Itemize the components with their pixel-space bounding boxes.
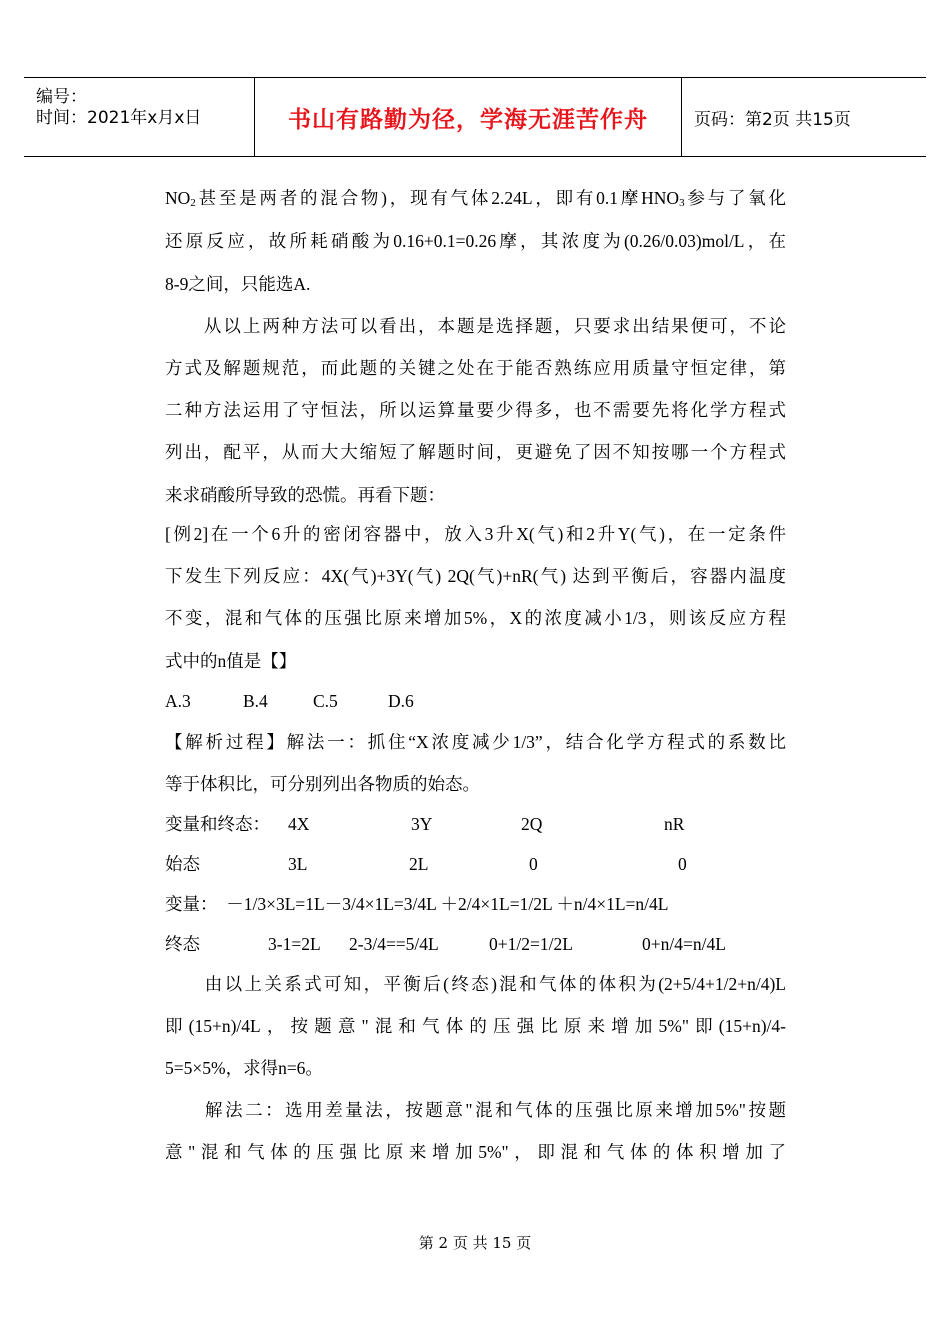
initial-q: 0 — [529, 854, 538, 874]
header-motto: 书山有路勤为径，学海无涯苦作舟 — [288, 106, 648, 133]
page-footer: 第 2 页 共 15 页 — [418, 1234, 532, 1252]
example-line-1: [例2]在一个6升的密闭容器中，放入3升X(气)和2升Y(气)，在一定条件 — [165, 524, 786, 544]
method-two-line-2: 意"混和气体的压强比原来增加5%"，即混和气体的体积增加了 — [165, 1142, 786, 1162]
body-line-5: 方式及解题规范，而此题的关键之处在于能否熟练应用质量守恒定律，第 — [165, 358, 786, 378]
analysis-line-2: 等于体积比，可分别列出各物质的始态。 — [165, 774, 480, 794]
body-line-4: 从以上两种方法可以看出，本题是选择题，只要求出结果便可，不论 — [165, 316, 786, 336]
species-q: 2Q — [521, 814, 543, 834]
header-left-cell — [24, 78, 254, 156]
example-line-4: 式中的n值是【】 — [165, 651, 297, 671]
option-b: B.4 — [243, 691, 268, 711]
body-line-6: 二种方法运用了守恒法，所以运算量要少得多，也不需要先将化学方程式 — [165, 400, 786, 420]
final-q: 0+1/2=1/2L — [489, 934, 573, 954]
row-label: 始态 — [165, 854, 200, 874]
body-line-7: 列出，配平，从而大大缩短了解题时间，更避免了因不知按哪一个方程式 — [165, 442, 786, 462]
option-c: C.5 — [313, 691, 338, 711]
final-r: 0+n/4=n/4L — [642, 934, 726, 954]
header-page-cell — [680, 78, 926, 156]
species-y: 3Y — [411, 814, 433, 834]
example-line-2: 下发生下列反应：4X(气)+3Y(气) 2Q(气)+nR(气) 达到平衡后，容器内温度 — [165, 566, 786, 586]
initial-x: 3L — [288, 854, 308, 874]
row-label: 终态 — [165, 934, 200, 954]
body-line-2: 还原反应，故所耗硝酸为0.16+0.1=0.26摩，其浓度为(0.26/0.03)mol/L，在 — [165, 231, 786, 251]
species-x: 4X — [288, 814, 310, 834]
option-a: A.3 — [165, 691, 191, 711]
conclusion-line-3: 5=5×5%，求得n=6。 — [165, 1058, 323, 1078]
option-d: D.6 — [388, 691, 414, 711]
body-line-8: 来求硝酸所导致的恐慌。再看下题： — [165, 485, 445, 505]
subscript: 3 — [679, 197, 685, 209]
header-motto-cell — [254, 78, 682, 156]
text-segment: 参与了氧化 — [684, 188, 787, 208]
example-line-3: 不变，混和气体的压强比原来增加5%，X的浓度减小1/3，则该反应方程 — [165, 608, 786, 628]
initial-y: 2L — [409, 854, 429, 874]
text-segment: 甚至是两者的混合物)，现有气体2.24L，即有0.1摩HNO — [195, 188, 680, 208]
header-page-label: 页码：第2页 共15页 — [694, 109, 851, 130]
row-label: 变量和终态： — [165, 814, 270, 834]
final-y: 2-3/4==5/4L — [349, 934, 439, 954]
document-number-label: 编号： — [36, 87, 87, 107]
page-header — [24, 77, 926, 157]
body-line-3: 8-9之间，只能选A. — [165, 274, 311, 294]
conclusion-line-2: 即(15+n)/4L，按题意"混和气体的压强比原来增加5%"即(15+n)/4- — [165, 1016, 786, 1036]
final-x: 3-1=2L — [268, 934, 321, 954]
subscript: 2 — [190, 197, 196, 209]
initial-r: 0 — [678, 854, 687, 874]
analysis-line-1: 【解析过程】解法一：抓住“X浓度减少1/3”，结合化学方程式的系数比 — [165, 732, 786, 752]
text-segment: NO — [165, 188, 191, 208]
species-r: nR — [664, 814, 685, 834]
method-two-line-1: 解法二：选用差量法，按题意"混和气体的压强比原来增加5%"按题 — [165, 1100, 786, 1120]
body-line-1 — [165, 187, 786, 209]
conclusion-line-1: 由以上关系式可知，平衡后(终态)混和气体的体积为(2+5/4+1/2+n/4)L — [165, 974, 786, 994]
table-row-change: 变量： －1/3×3L=1L－3/4×1L=3/4L ＋2/4×1L=1/2L ＋n/4×1L=n/4L — [165, 894, 669, 914]
document-time-label: 时间：2021年x月x日 — [36, 108, 202, 128]
